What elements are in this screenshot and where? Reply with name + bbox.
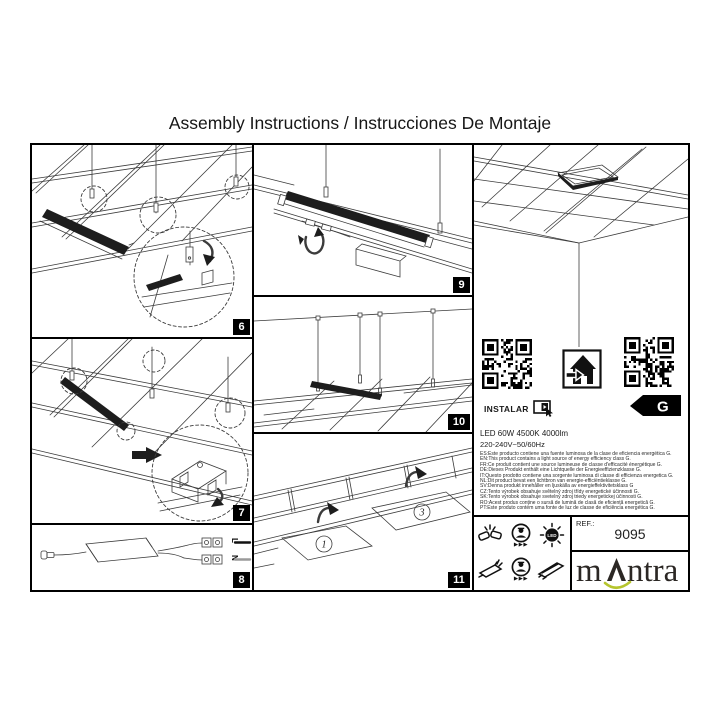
service-person-icon bbox=[510, 523, 532, 548]
ref-label: REF.: bbox=[576, 519, 595, 528]
language-line: RO:Acest produs conține o sursă de lumină de clasă de eficiență energetică G. bbox=[480, 499, 655, 506]
remove-lamp-icon bbox=[477, 556, 505, 582]
info-qr-code-icon bbox=[624, 337, 674, 387]
brand-text-pre: m bbox=[576, 553, 602, 589]
led-sun-icon bbox=[539, 522, 565, 548]
brand-text-post: ntra bbox=[627, 553, 679, 589]
sequence-arrows: ▶▶▶ bbox=[513, 575, 529, 582]
tile-3-number: 3 bbox=[419, 507, 425, 519]
house-indoor-icon bbox=[562, 349, 602, 396]
install-label: INSTALAR bbox=[484, 403, 529, 414]
step-11-panel bbox=[254, 434, 474, 590]
step-9-drawing bbox=[254, 145, 472, 295]
energy-class-badge bbox=[630, 395, 682, 422]
step-10-drawing bbox=[254, 297, 472, 432]
language-block bbox=[480, 452, 686, 511]
step-11-number: 11 bbox=[448, 572, 470, 588]
step-10-panel bbox=[254, 297, 474, 434]
step-8-number: 8 bbox=[233, 572, 250, 588]
language-line: SK:Tento výrobok obsahuje svetelný zdroj triedy energetickej účinnosti G. bbox=[480, 494, 643, 501]
step-9-panel bbox=[254, 145, 474, 297]
step-10-number: 10 bbox=[448, 414, 470, 430]
ref-number: 9095 bbox=[614, 526, 646, 542]
install-qr-code-icon bbox=[482, 339, 532, 389]
led-label: LED bbox=[547, 533, 557, 538]
tile-1-number: 1 bbox=[321, 539, 327, 551]
step-8-panel bbox=[32, 525, 254, 590]
wire-live-label: L bbox=[230, 538, 239, 543]
step-8-wiring-drawing bbox=[32, 525, 252, 588]
reference-box bbox=[572, 517, 688, 552]
brand-logo bbox=[572, 552, 688, 590]
step-6-number: 6 bbox=[233, 319, 250, 335]
language-line: DE:Dieses Produkt enthält eine Lichtquelle der Energieeffizienzklasse G. bbox=[480, 467, 642, 474]
step-7-number: 7 bbox=[233, 505, 250, 521]
step-6-drawing bbox=[32, 145, 252, 337]
language-line: PT:Este produto contém uma fonte de luz de classe de eficiência energética G. bbox=[480, 505, 655, 512]
wire-neutral-label: N bbox=[230, 555, 239, 561]
language-line: IT:Questo prodotto contiene una sorgente luminosa di classe di efficienza energetica G. bbox=[480, 472, 674, 479]
info-column bbox=[474, 145, 688, 590]
step-7-panel bbox=[32, 339, 254, 525]
language-line: ES:Este producto contiene una fuente luminosa de la clase de eficiencia energética G. bbox=[480, 451, 672, 457]
video-player-icon bbox=[533, 400, 555, 417]
language-line: SV:Denna produkt innehåller en ljuskälla av energieffektivitetsklass G bbox=[480, 483, 634, 490]
language-line: CZ:Tento výrobek obsahuje světelný zdroj třídy energetické účinnosti G. bbox=[480, 488, 639, 495]
step-11-drawing bbox=[254, 434, 472, 590]
energy-arrow-icon bbox=[630, 395, 682, 417]
service-person-icon bbox=[510, 557, 532, 582]
panel-grid bbox=[30, 143, 690, 592]
installed-ceiling-drawing bbox=[474, 145, 688, 347]
spec-voltage-line: 220-240V~50/60Hz bbox=[480, 440, 545, 449]
footer-box bbox=[474, 515, 688, 590]
language-line: EN:This product contains a light source of energy efficiency class G. bbox=[480, 456, 631, 463]
mantra-logo-icon bbox=[574, 552, 686, 590]
broken-lamp-icon bbox=[477, 522, 503, 548]
step-6-panel bbox=[32, 145, 254, 339]
step-7-drawing bbox=[32, 339, 252, 523]
energy-class-letter: G bbox=[657, 398, 669, 416]
sequence-arrows: ▶▶▶ bbox=[513, 541, 529, 548]
spec-led-line: LED 60W 4500K 4000lm bbox=[480, 429, 569, 438]
language-line: NL:Dit product bevat een lichtbron van energie-efficiëntieklasse G. bbox=[480, 478, 627, 485]
page-title: Assembly Instructions / Instrucciones De Montaje bbox=[168, 113, 552, 133]
language-line: FR:Ce produit contient une source lumineuse de classe d'efficacité énergétique G. bbox=[480, 461, 663, 468]
led-module-icon bbox=[537, 557, 565, 581]
step-9-number: 9 bbox=[453, 277, 470, 293]
install-video-row bbox=[484, 400, 555, 417]
replacement-pictograms bbox=[474, 517, 572, 590]
